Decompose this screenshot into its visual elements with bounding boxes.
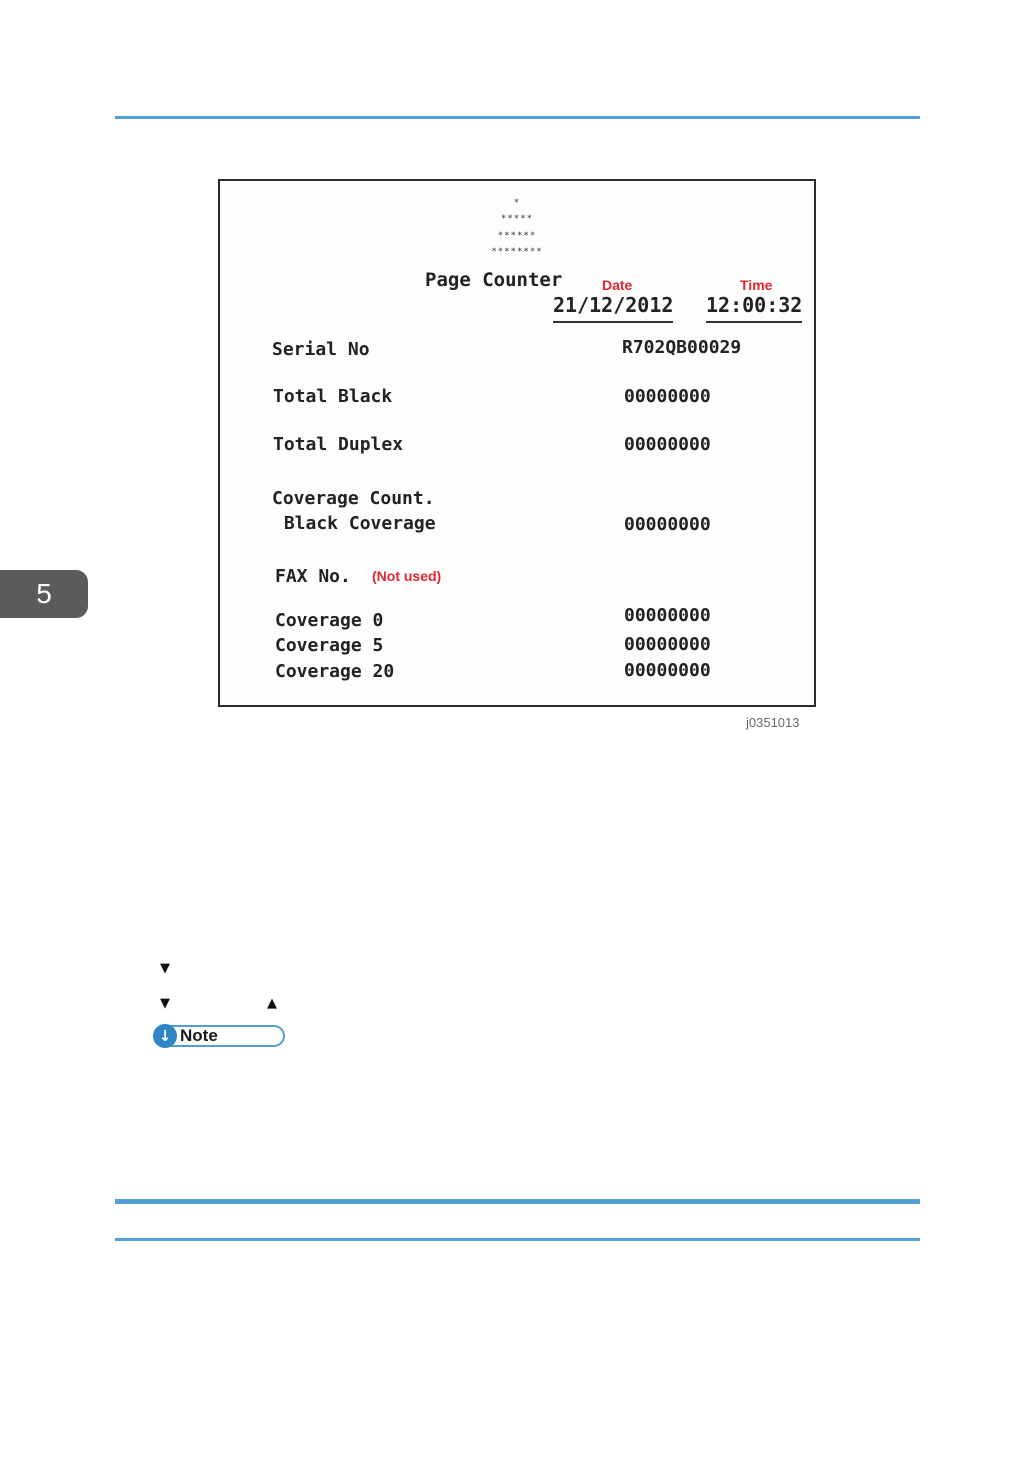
section-rule-top [115,1199,920,1204]
date-value: 21/12/2012 [553,293,673,323]
star-row-4: ******** [491,247,543,257]
black-coverage-label: Black Coverage [273,513,436,534]
coverage-5-value: 00000000 [624,634,711,655]
total-black-label: Total Black [273,386,393,407]
coverage-20-label: Coverage 20 [275,661,395,682]
total-duplex-value: 00000000 [624,434,711,455]
date-label: Date [602,277,633,293]
header-rule [115,116,920,119]
total-black-value: 00000000 [624,386,711,407]
note-badge [154,1025,285,1047]
black-coverage-value: 00000000 [624,514,711,535]
chapter-tab [0,570,88,618]
page-counter-figure [218,179,816,707]
fax-no-label: FAX No. [275,566,351,587]
up-arrow-icon: ▲ [267,996,277,1011]
page-counter-title: Page Counter [425,269,563,291]
time-label: Time [740,277,773,293]
coverage-5-label: Coverage 5 [275,635,384,656]
star-row-2: ***** [500,214,534,224]
coverage-20-value: 00000000 [624,660,711,681]
chapter-number: 5 [36,578,52,609]
star-row-1: * [513,198,521,208]
star-row-3: ****** [497,231,537,241]
down-arrow-icon: ▼ [160,961,170,976]
note-label: Note [180,1026,218,1045]
fax-not-used-note: (Not used) [372,568,442,584]
serial-no-label: Serial No [272,339,370,360]
down-arrow-icon: ▼ [160,996,170,1011]
coverage-count-label: Coverage Count. [272,488,435,509]
coverage-0-value: 00000000 [624,605,711,626]
serial-no-value: R702QB00029 [622,337,742,358]
figure-id: j0351013 [746,715,800,730]
total-duplex-label: Total Duplex [273,434,404,455]
coverage-0-label: Coverage 0 [275,610,384,631]
down-arrow-circle-icon: ↓ [153,1024,177,1048]
time-value: 12:00:32 [706,293,802,323]
section-rule-bottom [115,1238,920,1241]
